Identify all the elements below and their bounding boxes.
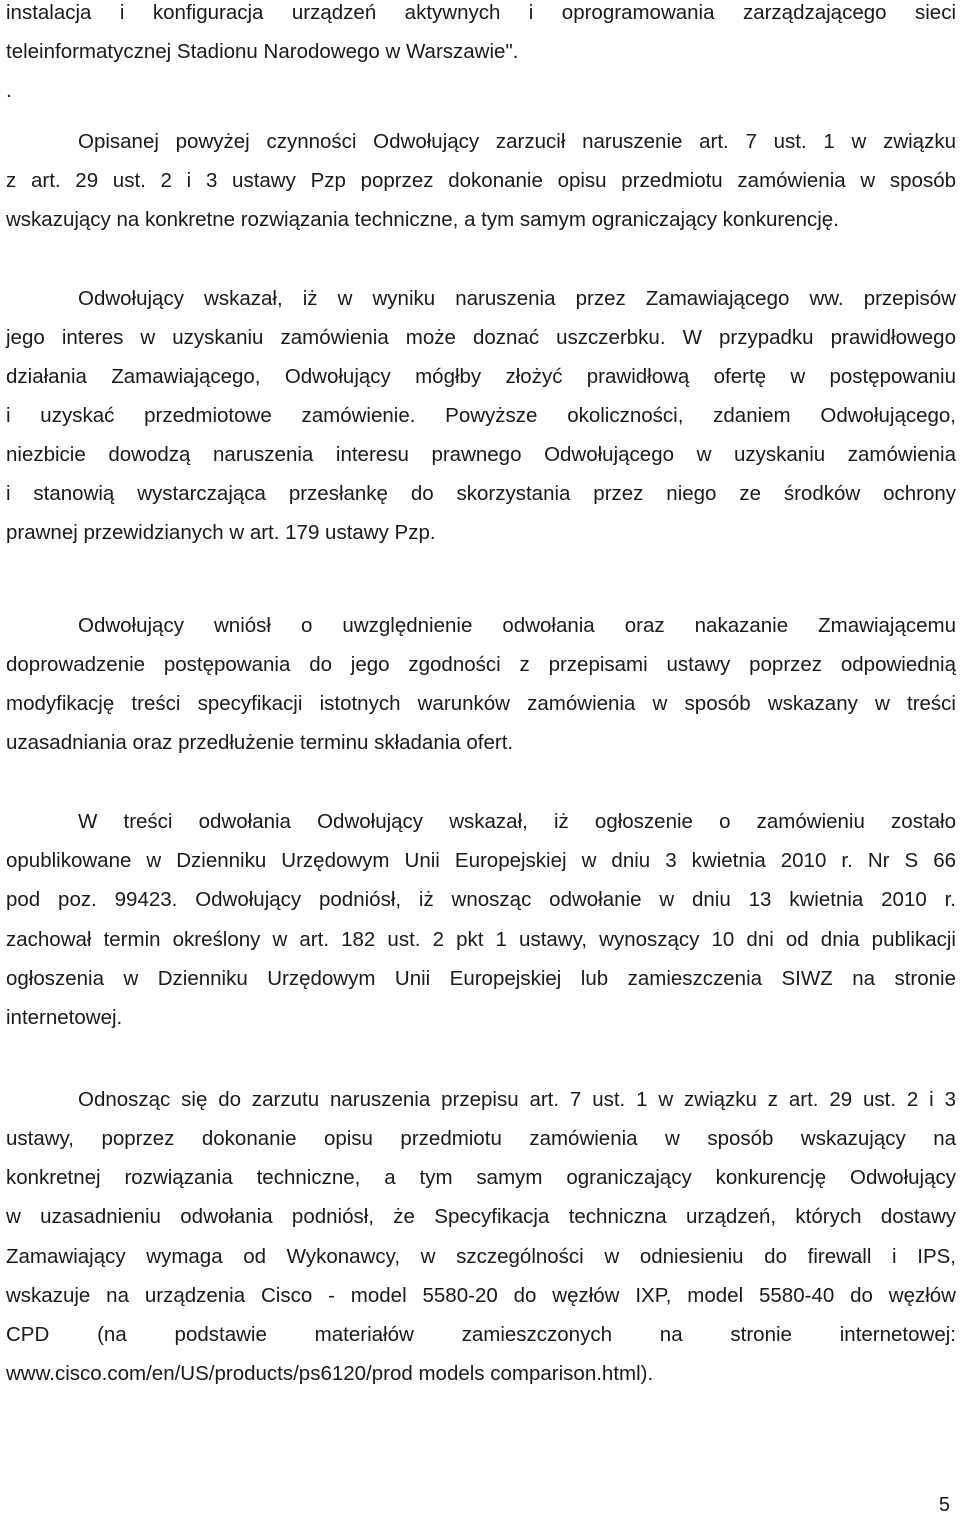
text-line: . bbox=[6, 79, 12, 102]
text-line: z art. 29 ust. 2 i 3 ustawy Pzp poprzez dokonanie opisu przedmiotu zamówienia w sposób bbox=[6, 169, 956, 192]
text-line: niezbicie dowodzą naruszenia interesu prawnego Odwołującego w uzyskaniu zamówienia bbox=[6, 443, 956, 466]
text-line: Zamawiający wymaga od Wykonawcy, w szczególności w odniesieniu do firewall i IPS, bbox=[6, 1245, 956, 1268]
text-line: uzasadniania oraz przedłużenie terminu składania ofert. bbox=[6, 731, 514, 754]
text-line: wskazuje na urządzenia Cisco - model 5580-20 do węzłów IXP, model 5580-40 do węzłów bbox=[6, 1284, 956, 1307]
text-line: CPD (na podstawie materiałów zamieszczonych na stronie internetowej: bbox=[6, 1323, 956, 1346]
text-line: instalacja i konfiguracja urządzeń aktywnych i oprogramowania zarządzającego sieci bbox=[6, 1, 956, 24]
text-line: W treści odwołania Odwołujący wskazał, iż ogłoszenie o zamówieniu zostało bbox=[78, 810, 956, 833]
text-line: Odwołujący wskazał, iż w wyniku naruszenia przez Zamawiającego ww. przepisów bbox=[78, 287, 956, 310]
text-line: wskazujący na konkretne rozwiązania techniczne, a tym samym ograniczający konkurencję. bbox=[6, 208, 839, 231]
text-line: internetowej. bbox=[6, 1006, 123, 1029]
text-line: Odwołujący wniósł o uwzględnienie odwołania oraz nakazanie Zmawiającemu bbox=[78, 614, 956, 637]
text-line: www.cisco.com/en/US/products/ps6120/prod models comparison.html). bbox=[6, 1362, 654, 1385]
text-line: zachował termin określony w art. 182 ust. 2 pkt 1 ustawy, wynoszący 10 dni od dnia publikacji bbox=[6, 928, 956, 951]
text-line: opublikowane w Dzienniku Urzędowym Unii Europejskiej w dniu 3 kwietnia 2010 r. Nr S 66 bbox=[6, 849, 956, 872]
text-line: ustawy, poprzez dokonanie opisu przedmiotu zamówienia w sposób wskazujący na bbox=[6, 1127, 956, 1150]
text-line: Odnosząc się do zarzutu naruszenia przepisu art. 7 ust. 1 w związku z art. 29 ust. 2 i 3 bbox=[78, 1088, 956, 1111]
text-line: teleinformatycznej Stadionu Narodowego w Warszawie". bbox=[6, 40, 519, 63]
text-line: w uzasadnieniu odwołania podniósł, że Specyfikacja techniczna urządzeń, których dostawy bbox=[6, 1205, 956, 1228]
page-number: 5 bbox=[938, 1494, 950, 1516]
text-line: Opisanej powyżej czynności Odwołujący zarzucił naruszenie art. 7 ust. 1 w związku bbox=[78, 130, 956, 153]
text-line: ogłoszenia w Dzienniku Urzędowym Unii Europejskiej lub zamieszczenia SIWZ na stronie bbox=[6, 967, 956, 990]
text-line: konkretnej rozwiązania techniczne, a tym samym ograniczający konkurencję Odwołujący bbox=[6, 1166, 956, 1189]
text-line: działania Zamawiającego, Odwołujący mógłby złożyć prawidłową ofertę w postępowaniu bbox=[6, 365, 956, 388]
text-line: i uzyskać przedmiotowe zamówienie. Powyższe okoliczności, zdaniem Odwołującego, bbox=[6, 404, 956, 427]
text-line: modyfikację treści specyfikacji istotnych warunków zamówienia w sposób wskazany w treści bbox=[6, 692, 956, 715]
text-line: prawnej przewidzianych w art. 179 ustawy Pzp. bbox=[6, 521, 436, 544]
text-line: pod poz. 99423. Odwołujący podniósł, iż wnosząc odwołanie w dniu 13 kwietnia 2010 r. bbox=[6, 888, 956, 911]
text-line: i stanowią wystarczająca przesłankę do skorzystania przez niego ze środków ochrony bbox=[6, 482, 956, 505]
text-line: jego interes w uzyskaniu zamówienia może doznać uszczerbku. W przypadku prawidłowego bbox=[6, 326, 956, 349]
text-line: doprowadzenie postępowania do jego zgodności z przepisami ustawy poprzez odpowiednią bbox=[6, 653, 956, 676]
